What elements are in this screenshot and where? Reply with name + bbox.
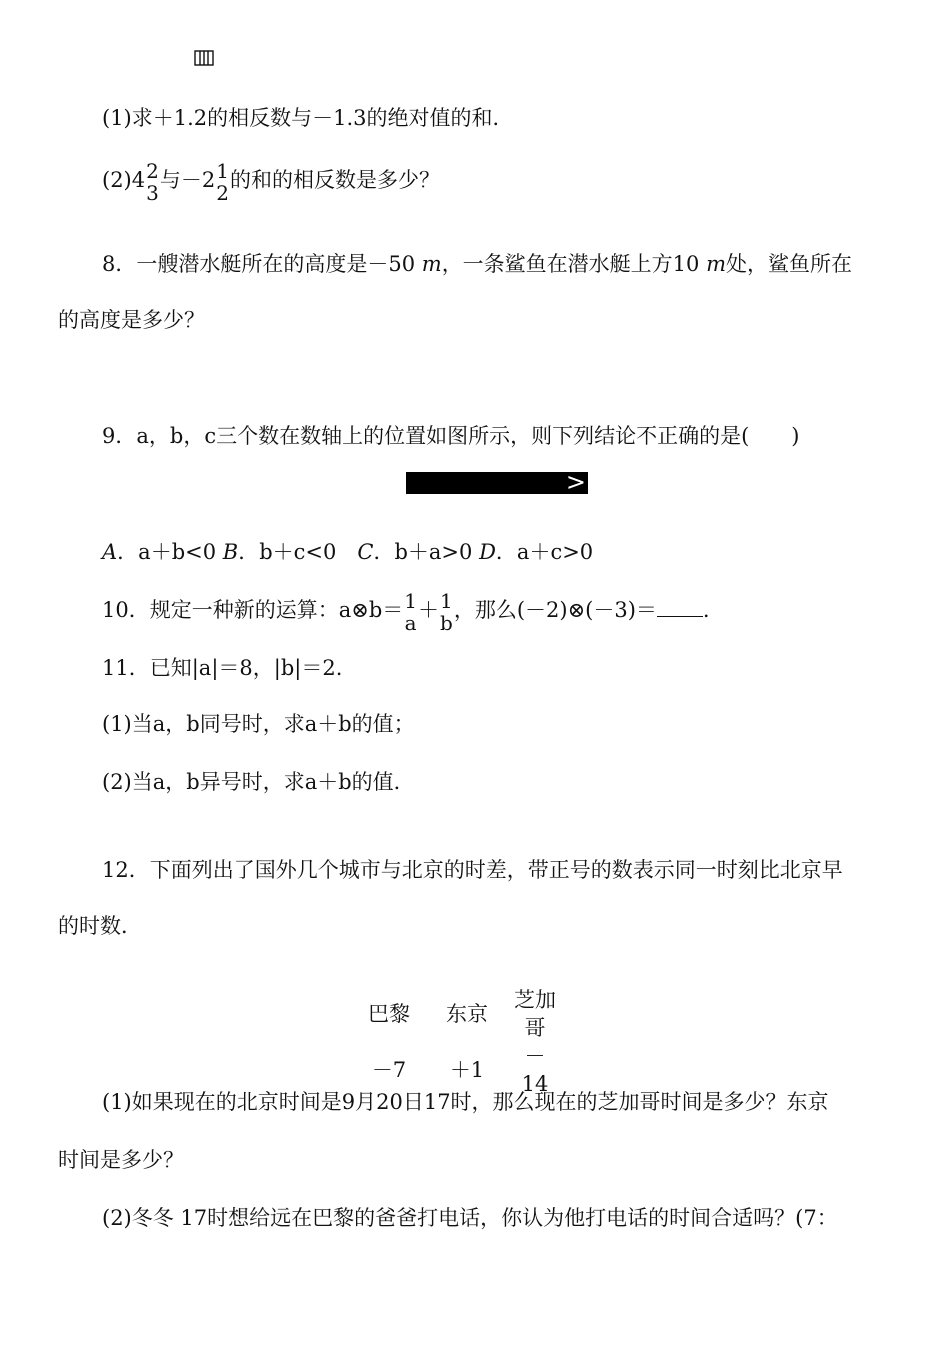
q7-part2-prefix: (2)4 (102, 168, 146, 192)
time-difference-table (356, 986, 558, 1098)
q7-part2-suffix: 的和的相反数是多少？ (229, 168, 440, 192)
diff-tokyo: ＋1 (449, 1058, 485, 1082)
q7-part2-mid: 与－2 (159, 168, 216, 192)
q12-part1-line1: (1)如果现在的北京时间是9月20日17时，那么现在的芝加哥时间是多少？东京 (102, 1090, 829, 1114)
diff-chicago: －14 (521, 1044, 549, 1096)
q12-part1-line2: 时间是多少？ (58, 1148, 184, 1172)
q7-part2 (102, 158, 440, 204)
fraction-one-half: 1 2 (216, 158, 229, 205)
q9-options: A．a＋b<0 B．b＋c<0 C．b＋a>0 D．a＋c>0 (102, 540, 594, 564)
arrow-right-icon: > (565, 468, 586, 496)
q8-line2: 的高度是多少？ (58, 308, 205, 332)
fraction-one-over-b: 1 b (440, 588, 453, 635)
q12-line1: 12．下面列出了国外几个城市与北京的时差，带正号的数表示同一时刻比北京早 (102, 858, 843, 882)
city-tokyo: 东京 (446, 1002, 488, 1026)
q11-part2: (2)当a，b异号时，求a＋b的值． (102, 770, 415, 794)
city-paris: 巴黎 (368, 1002, 410, 1026)
q11-stem: 11．已知|a|＝8，|b|＝2. (102, 656, 343, 680)
q12-line2: 的时数． (58, 914, 142, 938)
q9-stem: 9．a，b，c三个数在数轴上的位置如图所示，则下列结论不正确的是( ) (102, 424, 800, 448)
fraction-one-over-a: 1 a (404, 588, 418, 635)
q10-line: 10．规定一种新的运算：a⊗b＝ 1 a ＋ 1 b ，那么(－2)⊗(－3)＝ . (102, 588, 710, 635)
answer-blank[interactable] (657, 596, 703, 617)
diff-paris: －7 (371, 1058, 407, 1082)
q11-part1: (1)当a，b同号时，求a＋b的值； (102, 712, 415, 736)
fraction-two-thirds: 2 3 (146, 158, 159, 205)
city-chicago: 芝加哥 (514, 988, 556, 1040)
q8-line1: 8．一艘潜水艇所在的高度是－50 m，一条鲨鱼在潜水艇上方10 m处，鲨鱼所在 (102, 252, 853, 276)
garbled-glyph-icon (194, 50, 214, 66)
number-line-figure (406, 468, 588, 496)
q7-part1: (1)求＋1.2的相反数与－1.3的绝对值的和． (102, 106, 514, 130)
q12-part2: (2)冬冬 17时想给远在巴黎的爸爸打电话，你认为他打电话的时间合适吗？(7： (102, 1206, 838, 1230)
